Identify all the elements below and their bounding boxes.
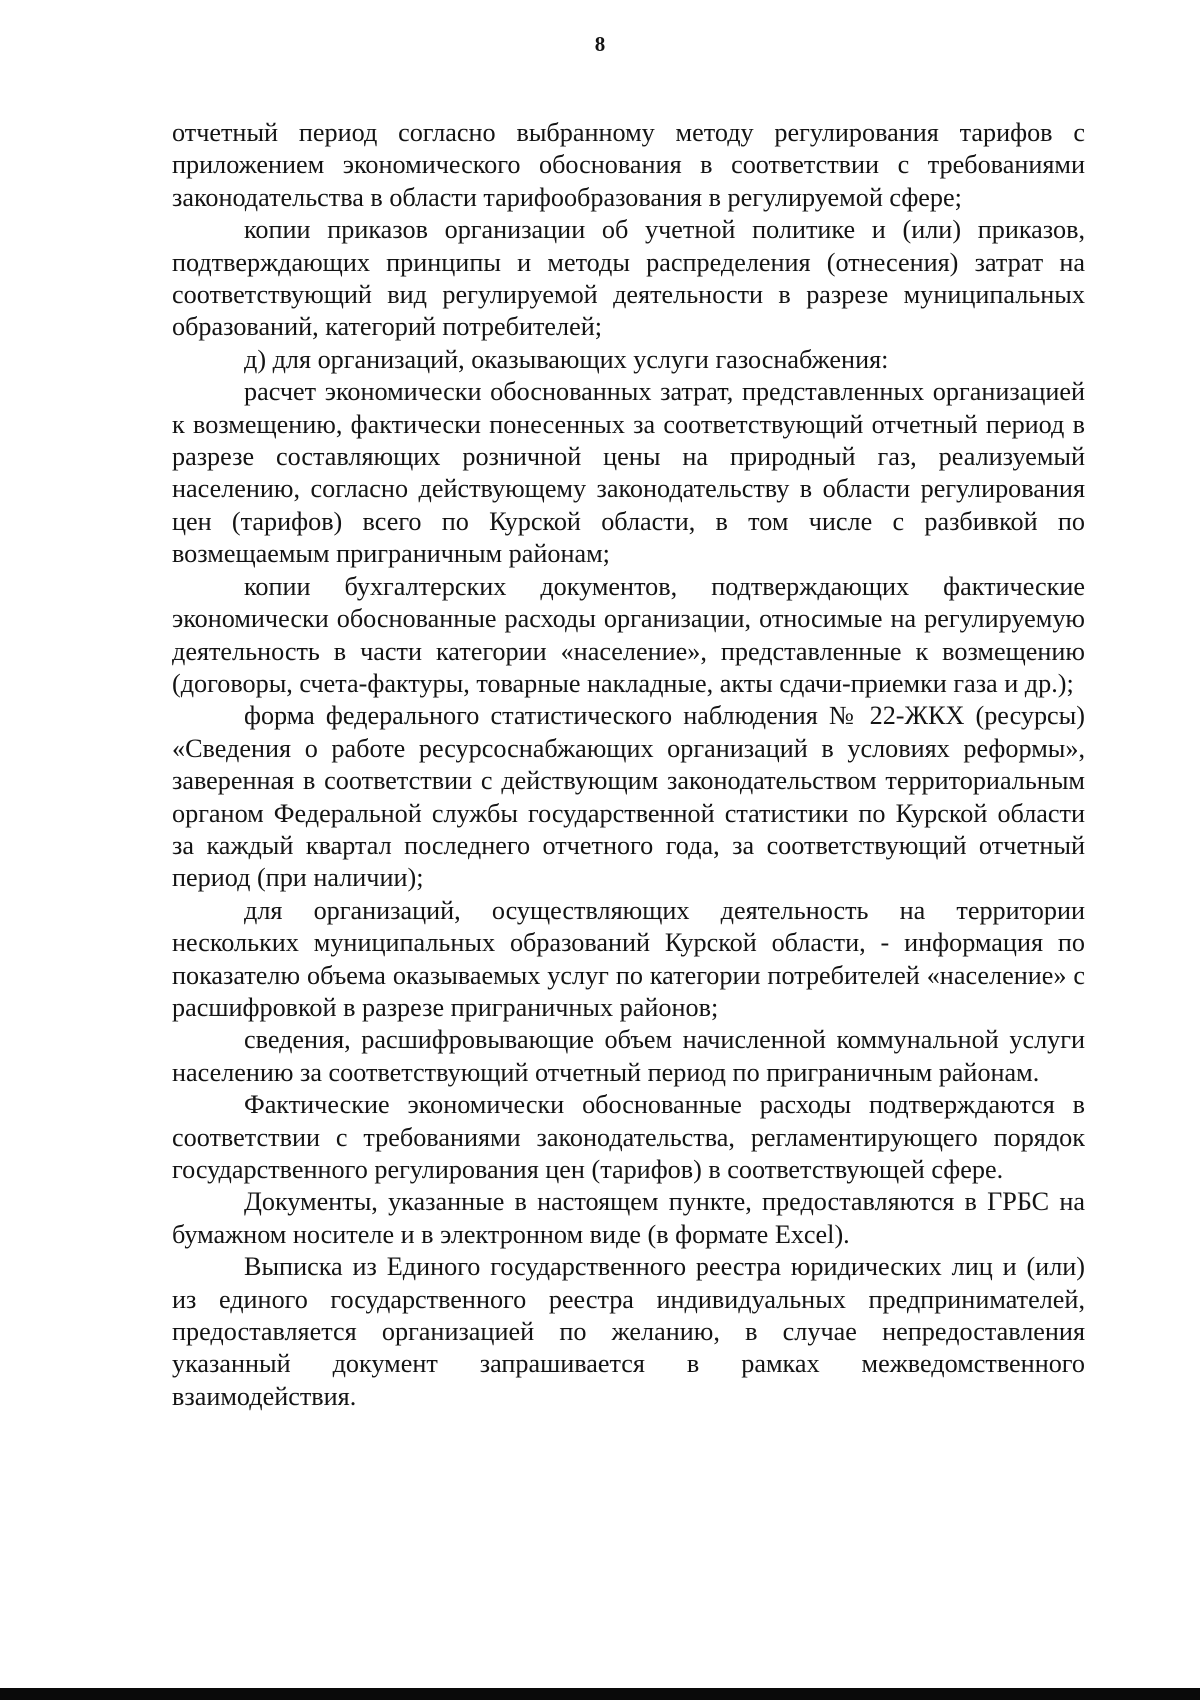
- paragraph-statistics-form: форма федерального статистического наблюдения № 22-ЖКХ (ресурсы) «Сведения о работе ресурсоснабжающих организаций в условиях реформы», заверенная в соответствии с действующим законодательством территориальным органом Федеральной службы государственной статистики по Курской области за каждый квартал последнего отчетного года, за соответствующий отчетный период (при наличии);: [172, 701, 1085, 893]
- paragraph-cost-calculation: расчет экономически обоснованных затрат, представленных организацией к возмещению, фактически понесенных за соответствующий отчетный период в разрезе составляющих розничной цены на природный газ, реализуемый населению, согласно действующему законодательству в области регулирования цен (тарифов) всего по Курской области, в том числе с разбивкой по возмещаемым приграничным районам;: [172, 377, 1085, 569]
- paragraph-continuation: отчетный период согласно выбранному методу регулирования тарифов с приложением экономического обоснования в соответствии с требованиями законодательства в области тарифообразования в регулируемой сфере;: [172, 118, 1085, 212]
- document-body: [172, 117, 1085, 1413]
- paragraph-actual-expenses: Фактические экономически обоснованные расходы подтверждаются в соответствии с требованиями законодательства, регламентирующего порядок государственного регулирования цен (тарифов) в соответствующей сфере.: [172, 1090, 1085, 1184]
- scan-bottom-edge: [0, 1688, 1200, 1700]
- paragraph-accounting-documents: копии бухгалтерских документов, подтверждающих фактические экономически обоснованные расходы организации, относимые на регулируемую деятельность в части категории «население», представленные к возмещению (договоры, счета-фактуры, товарные накладные, акты сдачи-приемки газа и др.);: [172, 571, 1085, 698]
- paragraph-gas-supply-heading: д) для организаций, оказывающих услуги газоснабжения:: [244, 344, 889, 374]
- page-number: 8: [594, 32, 606, 56]
- paragraph-submission-format: Документы, указанные в настоящем пункте, предоставляются в ГРБС на бумажном носителе и в электронном виде (в формате Excel).: [172, 1187, 1085, 1249]
- paragraph-utility-volume: сведения, расшифровывающие объем начисленной коммунальной услуги населению за соответствующий отчетный период по приграничным районам.: [172, 1025, 1085, 1087]
- paragraph-multi-municipal: для организаций, осуществляющих деятельность на территории нескольких муниципальных образований Курской области, - информация по показателю объема оказываемых услуг по категории потребителей «население» с расшифровкой в разрезе приграничных районов;: [172, 895, 1085, 1022]
- paragraph-registry-extract: Выписка из Единого государственного реестра юридических лиц и (или) из единого государственного реестра индивидуальных предпринимателей, предоставляется организацией по желанию, в случае непредоставления указанный документ запрашивается в рамках межведомственного взаимодействия.: [172, 1252, 1085, 1411]
- paragraph-accounting-orders: копии приказов организации об учетной политике и (или) приказов, подтверждающих принципы и методы распределения (отнесения) затрат на соответствующий вид регулируемой деятельности в разрезе муниципальных образований, категорий потребителей;: [172, 215, 1085, 342]
